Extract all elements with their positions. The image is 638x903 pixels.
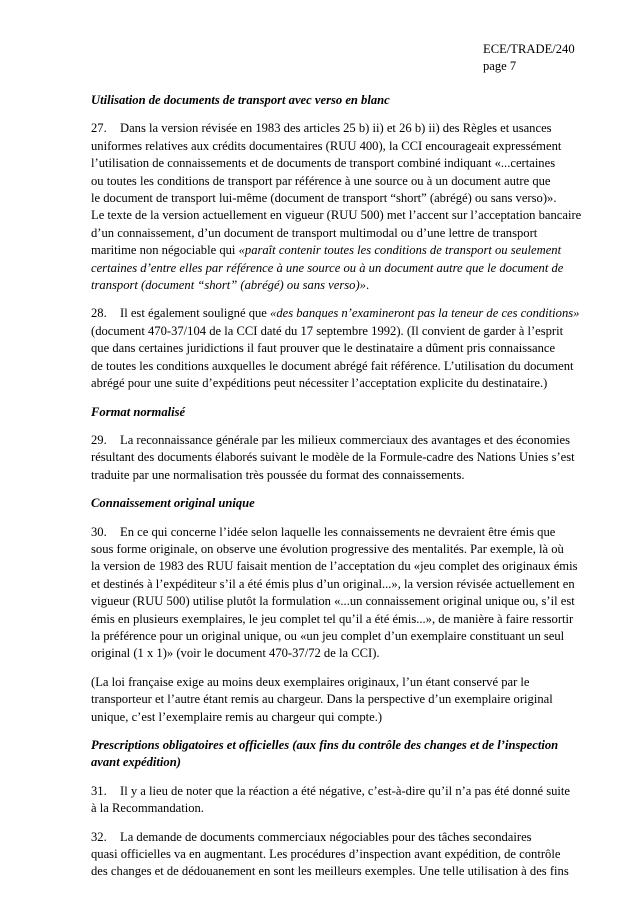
paragraph-text: Il est également souligné que — [120, 306, 271, 321]
document-symbol: ECE/TRADE/240 — [483, 42, 575, 56]
paragraph-text: l’utilisation de connaissements et de documents de transport combiné indiquant «...certaines — [91, 156, 556, 171]
page-header — [483, 41, 575, 75]
section-heading-mandatory-requirements — [91, 737, 591, 772]
paragraph-text: original (1 x 1)» (voir le document 470-37/72 de la CCI). — [91, 646, 380, 661]
paragraph-text: Dans la version révisée en 1983 des articles 25 b) ii) et 26 b) ii) des Règles et usances — [120, 121, 552, 136]
paragraph-text: vigueur (RUU 500) utilise plutôt la formulation «...un connaissement original unique ou, s’il est — [91, 594, 575, 609]
paragraph-text: et destinés à l’expéditeur s’il a été émis plus d’un original...», la version révisée actuellement en — [91, 576, 575, 591]
paragraph-text: d’un connaissement, d’un document de transport multimodal ou d’une lettre de transport — [91, 225, 538, 240]
paragraph-text: Il y a lieu de noter que la réaction a été négative, c’est-à-dire qu’il n’a pas été donné suite — [120, 783, 571, 798]
paragraph-text: sous forme originale, on observe une évolution progressive des mentalités. Par exemple, là où — [91, 541, 564, 556]
paragraph-text: transporteur et l’autre étant remis au chargeur. Dans la perspective d’un exemplaire original — [91, 692, 553, 707]
paragraph-text: Le texte de la version actuellement en vigueur (RUU 500) met l’accent sur l’acceptation bancaire — [91, 208, 582, 223]
paragraph-text: La reconnaissance générale par les milieux commerciaux des avantages et des économies — [120, 432, 571, 447]
paragraph-number: 31. — [91, 783, 107, 798]
paragraph-text: traduite par une normalisation très poussée du format des connaissements. — [91, 467, 465, 482]
paragraph-number: 30. — [91, 524, 107, 539]
quoted-text: transport (document “short” (abrégé) ou sans verso)» — [91, 278, 366, 293]
paragraph-number: 29. — [91, 432, 107, 447]
section-heading-blank-back-documents: Utilisation de documents de transport avec verso en blanc — [91, 93, 390, 107]
paragraph-30 — [91, 524, 591, 663]
paragraph-text: maritime non négociable qui — [91, 243, 239, 258]
paragraph-32 — [91, 829, 591, 881]
paragraph-text: que dans certaines juridictions il faut prouver que le destinataire a dûment pris connaissance — [91, 341, 556, 356]
paragraph-31 — [91, 783, 591, 818]
paragraph-28 — [91, 305, 591, 392]
section-heading-standard-format: Format normalisé — [91, 404, 186, 419]
paragraph-text: la version de 1983 des RUU faisait mention de l’acceptation du «jeu complet des originaux émis — [91, 559, 578, 574]
quoted-text: «paraît contenir toutes les conditions de transport ou seulement — [238, 243, 562, 258]
paragraph-30-note — [91, 674, 591, 726]
paragraph-text: ou toutes les conditions de transport par référence à une source ou à un document autre que — [91, 173, 551, 188]
paragraph-27 — [91, 120, 591, 294]
paragraph-text: . — [365, 278, 370, 293]
paragraph-text: résultant des documents élaborés suivant le modèle de la Formule-cadre des Nations Unies s’est — [91, 450, 575, 465]
quoted-text: certaines d’entre elles par référence à une source ou à un document autre que le document de — [91, 260, 564, 275]
paragraph-text: uniformes relatives aux crédits documentaires (RUU 400), la CCI encourageait expressément — [91, 138, 562, 153]
paragraph-text: abrégé pour une suite d’expéditions peut nécessiter l’acceptation explicite du destinataire.) — [91, 376, 548, 391]
paragraph-text: à la Recommandation. — [91, 801, 204, 816]
paragraph-text: En ce qui concerne l’idée selon laquelle les connaissements ne devraient être émis que — [120, 524, 556, 539]
paragraph-text: des changes et de dédouanement en sont les meilleurs exemples. Une telle utilisation à des fins — [91, 864, 569, 879]
paragraph-29 — [91, 432, 591, 484]
paragraph-text: quasi officielles va en augmentant. Les procédures d’inspection avant expédition, de contrôle — [91, 847, 561, 862]
paragraph-number: 32. — [91, 829, 107, 844]
paragraph-text: (La loi française exige au moins deux exemplaires originaux, l’un étant conservé par le — [91, 674, 530, 689]
paragraph-number: 28. — [91, 306, 107, 321]
paragraph-text: de toutes les conditions auxquelles le document abrégé fait référence. L’utilisation du document — [91, 358, 574, 373]
paragraph-text: unique, c’est l’exemplaire remis au chargeur qui compte.) — [91, 709, 383, 724]
paragraph-text: (document 470-37/104 de la CCI daté du 17 septembre 1992). (Il convient de garder à l’esprit — [91, 323, 564, 338]
paragraph-text: la préférence pour un original unique, ou «un jeu complet d’un exemplaire constituant un seul — [91, 628, 565, 643]
paragraph-text: le document de transport lui-même (document de transport “short” (abrégé) ou sans verso)». — [91, 191, 557, 206]
paragraph-number: 27. — [91, 121, 107, 136]
paragraph-text: La demande de documents commerciaux négociables pour des tâches secondaires — [120, 829, 532, 844]
heading-line: Prescriptions obligatoires et officielles (aux fins du contrôle des changes et de l’inspection — [91, 738, 559, 752]
section-heading-single-original: Connaissement original unique — [91, 496, 255, 511]
page-number: page 7 — [483, 59, 517, 73]
heading-line: avant expédition) — [91, 755, 181, 770]
paragraph-text: émis en plusieurs exemplaires, le jeu complet tel qu’il a été émis...», de manière à faire ressortir — [91, 611, 574, 626]
document-body — [91, 92, 591, 892]
quoted-text: «des banques n’examineront pas la teneur de ces conditions» — [270, 306, 580, 321]
